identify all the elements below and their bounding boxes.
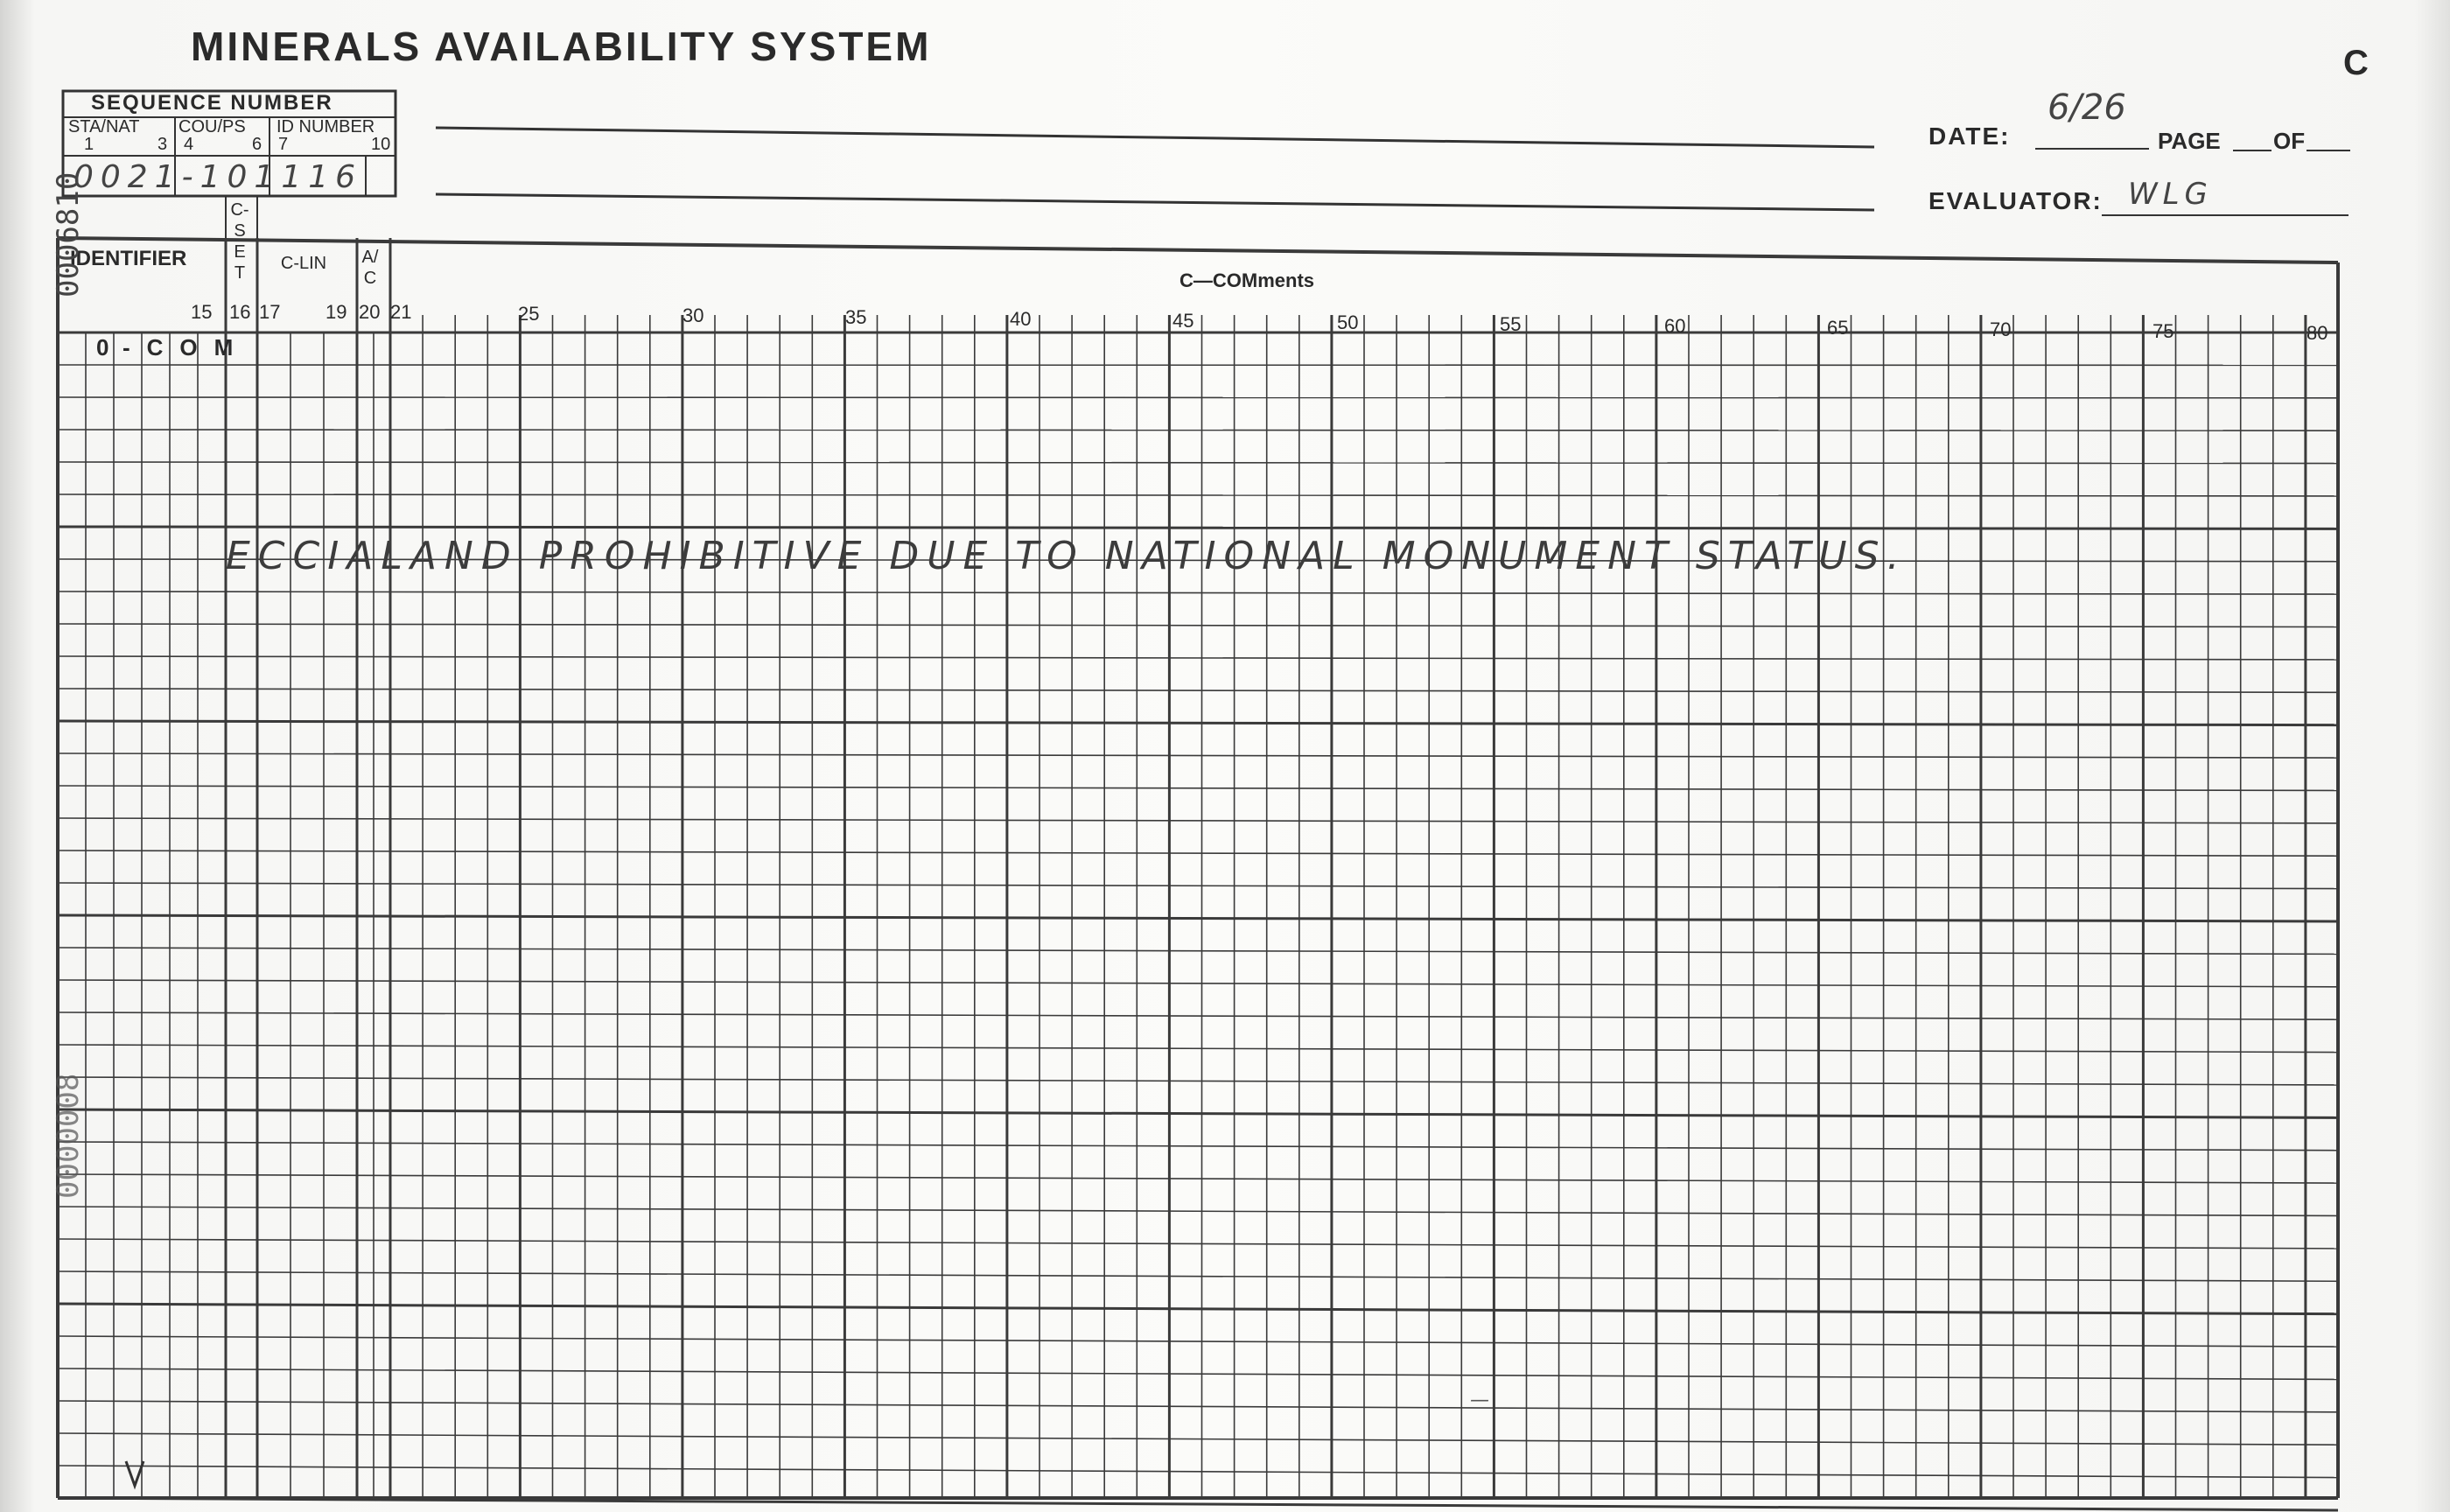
col-35: 35 — [845, 306, 867, 328]
col-20: 20 — [359, 301, 381, 323]
a-c-header: A/C — [361, 248, 379, 288]
cou-ps-label: COU/PS — [178, 117, 246, 136]
col-16: 16 — [229, 301, 251, 323]
side-stamp-top: 0006810 — [51, 172, 86, 298]
sequence-values: 0021-101116 — [74, 159, 363, 195]
col-65: 65 — [1827, 317, 1849, 339]
seq-col-7: 7 — [278, 135, 289, 154]
col-70: 70 — [1990, 318, 2012, 340]
col-60: 60 — [1664, 315, 1686, 337]
col-40: 40 — [1010, 308, 1032, 330]
seq-col-3: 3 — [158, 135, 168, 154]
down-arrow-icon — [122, 1452, 149, 1496]
col-25: 25 — [518, 303, 540, 325]
side-stamp-bottom: 0000008 — [51, 1073, 86, 1199]
seq-col-4: 4 — [184, 135, 194, 154]
evaluator-value: WLG — [2128, 177, 2213, 212]
c-set-header: C-SET — [230, 200, 249, 283]
seq-col-6: 6 — [252, 135, 262, 154]
seq-col-1: 1 — [84, 135, 94, 154]
comment-text: ECCIALAND PROHIBITIVE DUE TO NATIONAL MONUMENT STATUS. — [226, 534, 1908, 578]
identifier-header: IDENTIFIER — [70, 247, 187, 270]
comments-header: C—COMments — [1180, 270, 1315, 291]
date-value: 6/26 — [2048, 88, 2126, 128]
com-prefix: 0 — [96, 334, 109, 360]
scribble-mark: — — [1470, 1390, 1489, 1411]
col-30: 30 — [682, 304, 704, 326]
corner-letter: C — [2343, 44, 2369, 82]
sequence-number-title: SEQUENCE NUMBER — [91, 91, 333, 115]
sta-nat-label: STA/NAT — [68, 117, 140, 136]
c-lin-header: C-LIN — [280, 254, 327, 273]
col-55: 55 — [1500, 313, 1522, 335]
date-label: DATE: — [1928, 122, 2011, 150]
col-19: 19 — [326, 301, 347, 323]
of-label: OF — [2273, 128, 2306, 154]
col-21: 21 — [390, 301, 412, 323]
col-75: 75 — [2152, 320, 2174, 342]
col-50: 50 — [1337, 312, 1359, 333]
col-80: 80 — [2306, 322, 2328, 344]
id-number-label: ID NUMBER — [276, 117, 375, 136]
page-label: PAGE — [2158, 128, 2221, 154]
col-17: 17 — [259, 301, 281, 323]
com-code: -COM — [122, 334, 250, 360]
col-45: 45 — [1172, 310, 1194, 332]
col-15: 15 — [191, 301, 213, 323]
seq-col-10: 10 — [371, 135, 391, 154]
form-title: MINERALS AVAILABILITY SYSTEM — [191, 24, 932, 69]
evaluator-label: EVALUATOR: — [1928, 187, 2103, 214]
